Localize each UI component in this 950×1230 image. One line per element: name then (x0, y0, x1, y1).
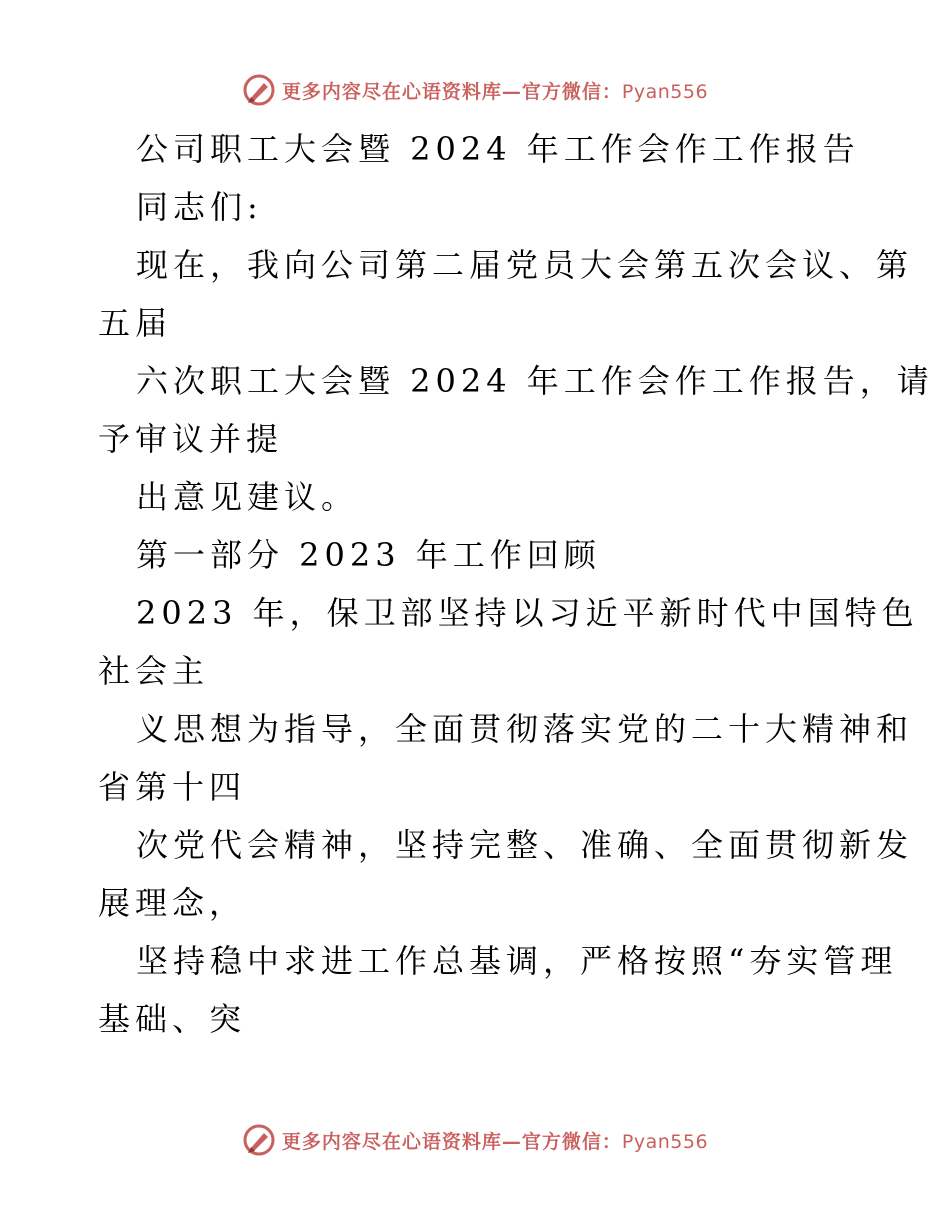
header-watermark-banner (0, 70, 950, 110)
paragraph-line: 予审议并提 (98, 420, 284, 458)
pen-logo-icon (242, 1123, 276, 1157)
footer-watermark-banner (0, 1120, 950, 1160)
salutation: 同志们: (136, 188, 263, 226)
pen-logo-icon (242, 73, 276, 107)
header-watermark-text: 更多内容尽在心语资料库—官方微信：Pyan556 (281, 80, 709, 103)
paragraph-line: 现在，我向公司第二届党员大会第五次会议、第 (136, 246, 914, 284)
paragraph-line: 2023 年，保卫部坚持以习近平新时代中国特色 (136, 594, 919, 632)
paragraph-line: 展理念， (98, 884, 247, 922)
paragraph-line: 省第十四 (98, 768, 247, 806)
paragraph-line: 五届 (98, 304, 173, 342)
section-heading: 第一部分 2023 年工作回顾 (136, 536, 601, 574)
document-title: 公司职工大会暨 2024 年工作会作工作报告 (136, 130, 860, 168)
paragraph-line: 次党代会精神，坚持完整、准确、全面贯彻新发 (136, 826, 914, 864)
paragraph-line: 社会主 (98, 652, 210, 690)
paragraph-line: 义思想为指导，全面贯彻落实党的二十大精神和 (136, 710, 914, 748)
paragraph-line: 坚持稳中求进工作总基调，严格按照“夯实管理 (136, 942, 898, 980)
paragraph-line: 基础、突 (98, 1000, 247, 1038)
footer-watermark-text: 更多内容尽在心语资料库—官方微信：Pyan556 (281, 1130, 709, 1153)
paragraph-line: 出意见建议。 (136, 478, 359, 516)
paragraph-line: 六次职工大会暨 2024 年工作会作工作报告，请 (136, 362, 934, 400)
